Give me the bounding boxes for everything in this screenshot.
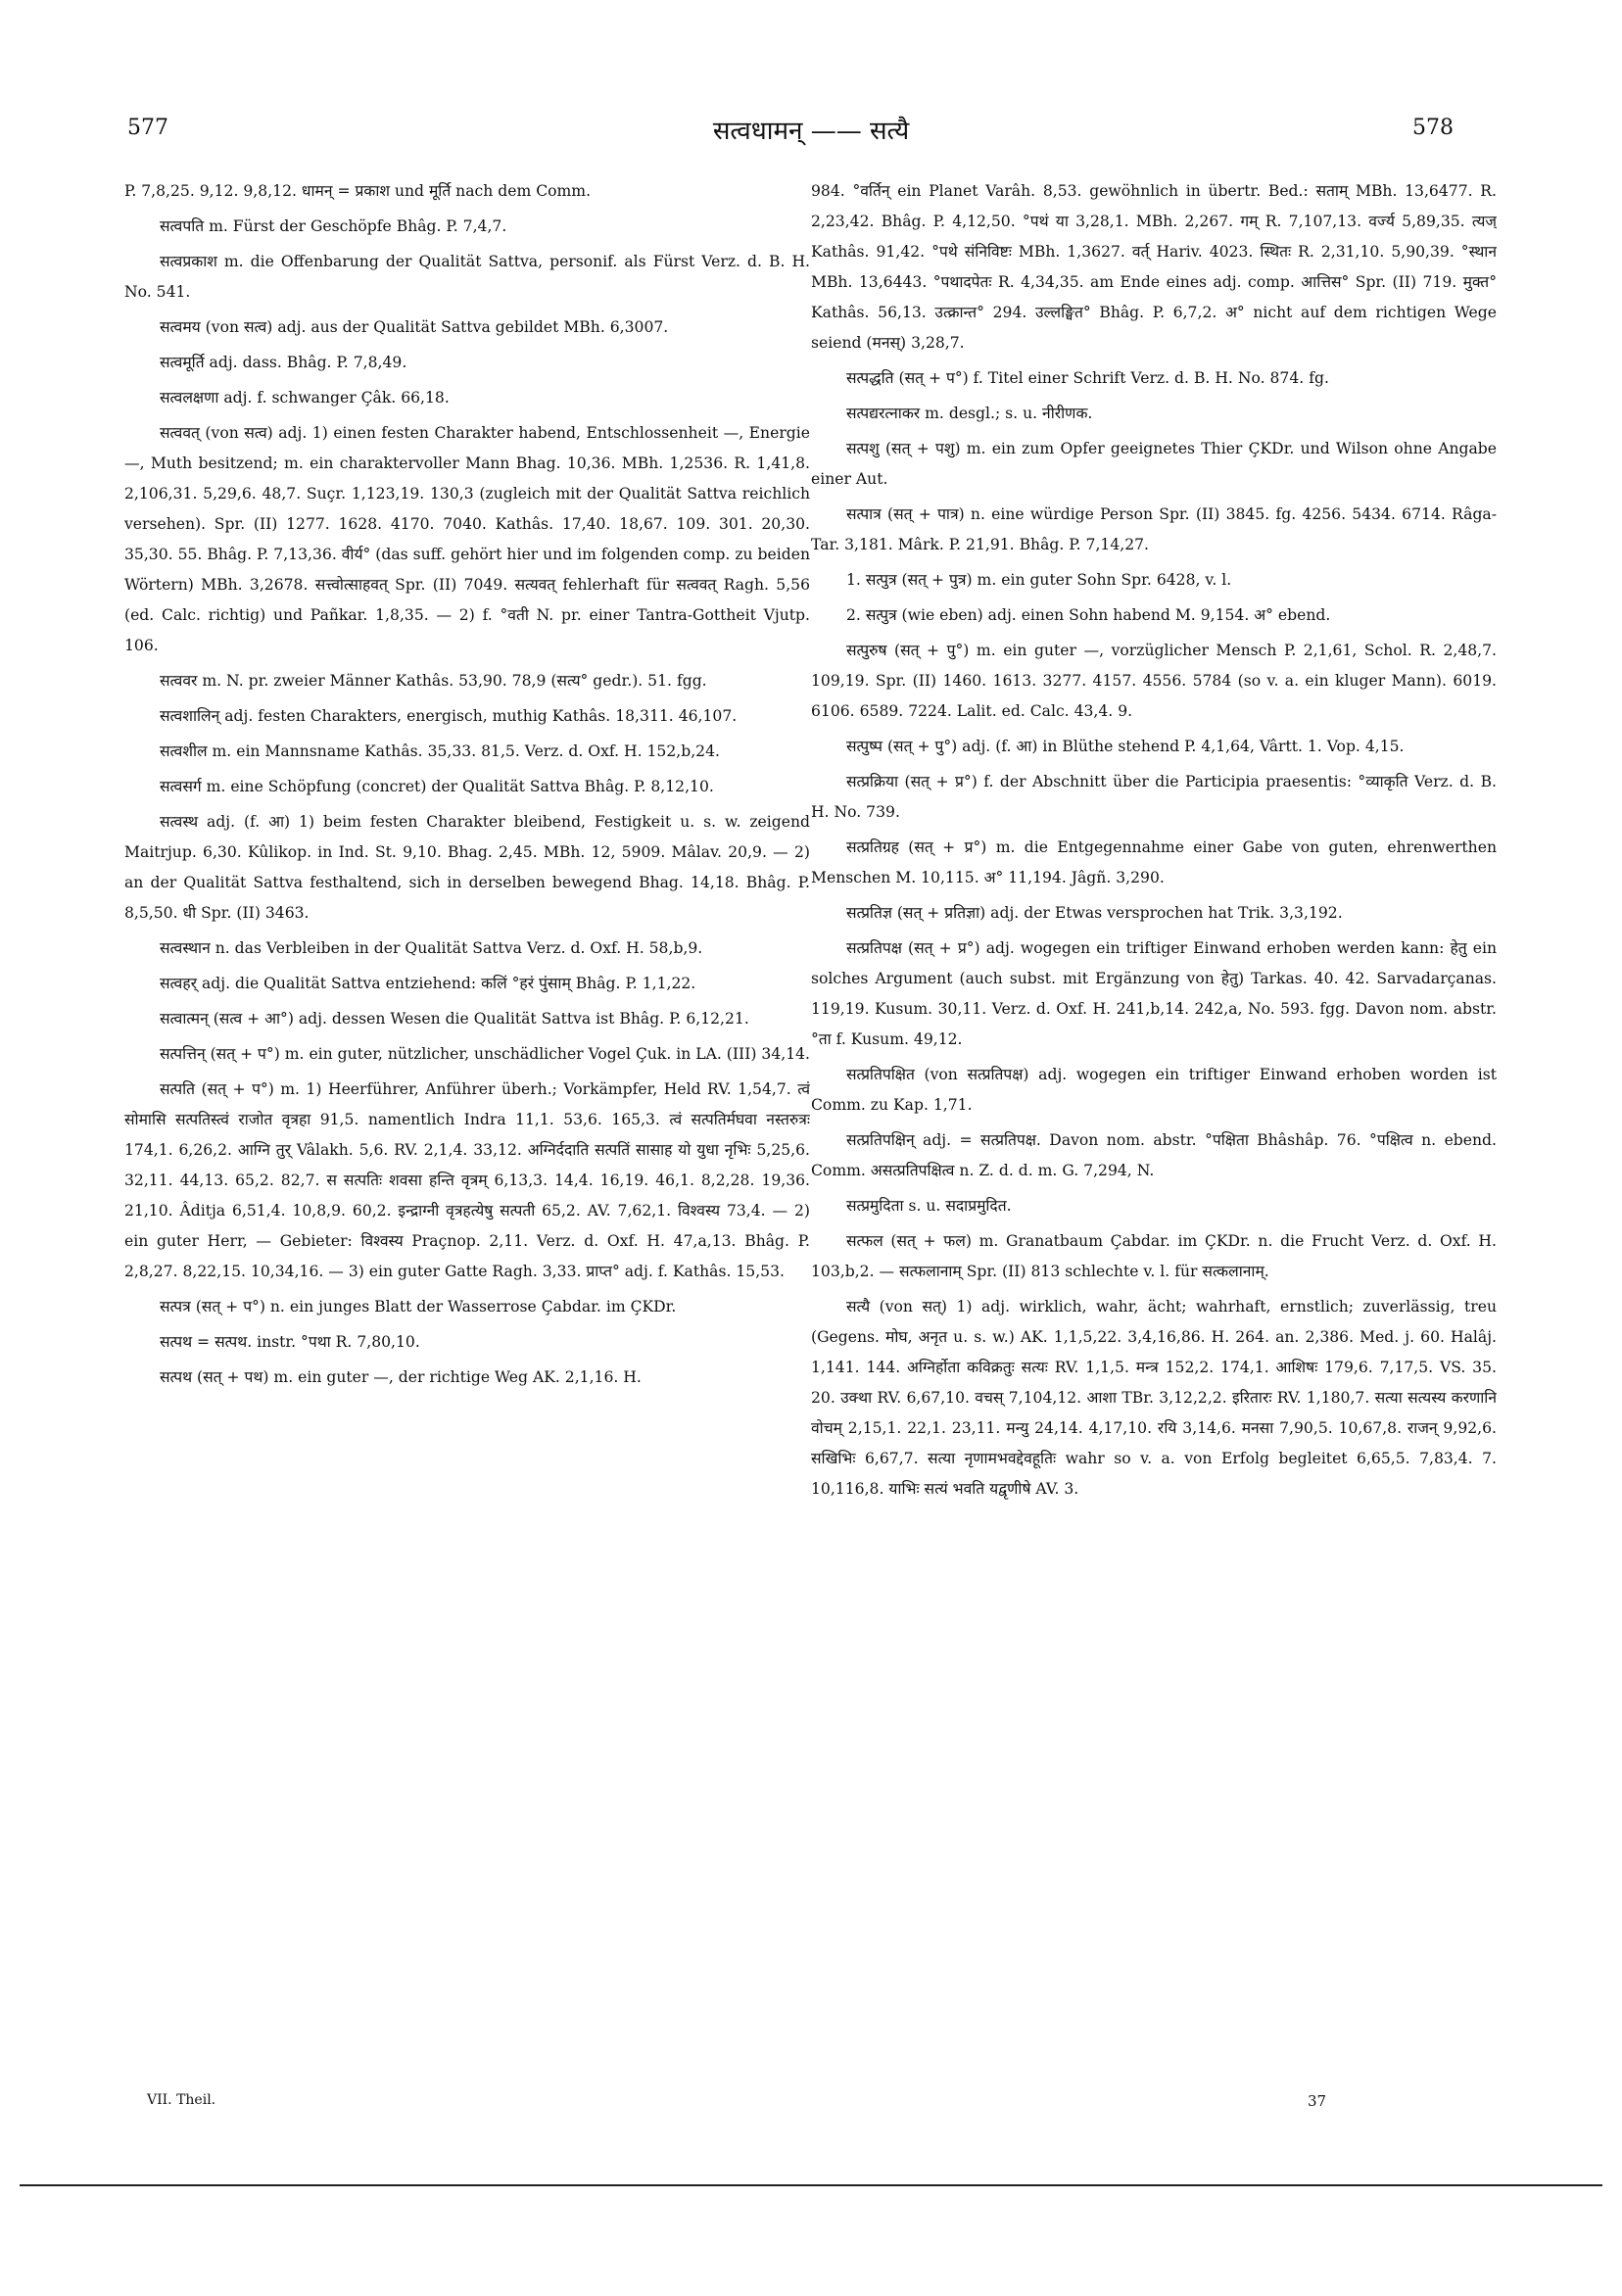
right-column <box>811 176 1497 2135</box>
dictionary-entry: सत्प्रतिपक्ष (सत् + प्र°) adj. wogegen ein triftiger Einwand erhoben werden kann: हेतु ein solches Argument (auch subst. mit Ergänzung von हेतु) Tarkas. 40. 42. Sarvadarçanas. 119,19. Kusum. 30,11. Verz. d. Oxf. H. 241,b,14. 242,a, No. 593. fgg. Davon nom. abstr. °ता f. Kusum. 49,12. <box>811 939 1497 1048</box>
dictionary-entry: सत्पत्र (सत् + प°) n. ein junges Blatt der Wasserrose Çabdar. im ÇKDr. <box>160 1298 677 1315</box>
dictionary-entry: सत्पुरुष (सत् + पु°) m. ein guter —, vorzüglicher Mensch P. 2,1,61, Schol. R. 2,48,7. 109,19. Spr. (II) 1460. 1613. 3277. 4157. 4556. 5784 (so v. a. ein kluger Mann). 6019. 6106. 6589. 7224. Lalit. ed. Calc. 43,4. 9. <box>811 642 1497 720</box>
dictionary-entry: सत्वलक्षणा adj. f. schwanger Çâk. 66,18. <box>160 389 450 407</box>
dictionary-entry: सत्वस्थ adj. (f. आ) 1) beim festen Charakter bleibend, Festigkeit u. s. w. zeigend Maitrjup. 6,30. Kûlikop. in Ind. St. 9,10. Bhag. 2,45. MBh. 12, 5909. Mâlav. 20,9. — 2) an der Qualität Sattva festhaltend, sich in derselben bewegend Bhag. 14,18. Bhâg. P. 8,5,50. धी Spr. (II) 3463. <box>124 813 810 922</box>
dictionary-entry: सत्वसर्ग m. eine Schöpfung (concret) der Qualität Sattva Bhâg. P. 8,12,10. <box>160 778 714 795</box>
page-header <box>0 116 1622 155</box>
dictionary-entry: सत्ववत् (von सत्व) adj. 1) einen festen Charakter habend, Entschlossenheit —, Energie —, Muth besitzend; m. ein charaktervoller Mann Bhag. 10,36. MBh. 1,2536. R. 1,41,8. 2,106,31. 5,29,6. 48,7. Suçr. 1,123,19. 130,3 (zugleich mit der Qualität Sattva reichlich versehen). Spr. (II) 1277. 1628. 4170. 7040. Kathâs. 17,40. 18,67. 109. 301. 20,30. 35,30. 55. Bhâg. P. 7,13,36. वीर्य° (das suff. gehört hier und im folgenden comp. zu beiden Wörtern) MBh. 3,2678. सत्त्वोत्साहवत् Spr. (II) 7049. सत्यवत् fehlerhaft für सत्ववत् Ragh. 5,56 (ed. Calc. richtig) und Pañkar. 1,8,35. — 2) f. °वती N. pr. einer Tantra-Gottheit Vjutp. 106. <box>124 424 810 654</box>
dictionary-entry: सत्पुष्प (सत् + पु°) adj. (f. आ) in Blüthe stehend P. 4,1,64, Vârtt. 1. Vop. 4,15. <box>846 738 1405 755</box>
dictionary-entry: सत्वमय (von सत्व) adj. aus der Qualität Sattva gebildet MBh. 6,3007. <box>160 318 669 336</box>
dictionary-entry: सत्पति (सत् + प°) m. 1) Heerführer, Anführer überh.; Vorkämpfer, Held RV. 1,54,7. त्वं सोमासि सत्पतिस्त्वं राजोत वृत्रहा 91,5. namentlich Indra 11,1. 53,6. 165,3. त्वं सत्पतिर्मघवा नस्तरुत्रः 174,1. 6,26,2. आग्नि तुर् Vâlakh. 5,6. RV. 2,1,4. 33,12. अग्निर्ददाति सत्पतिं सासाह यो युधा नृभिः 5,25,6. 32,11. 44,13. 65,2. 82,7. स सत्पतिः शवसा हन्ति वृत्रम् 6,13,3. 14,4. 16,19. 46,1. 8,2,28. 19,36. 21,10. Âditja 6,51,4. 10,8,9. 60,2. इन्द्राग्नी वृत्रहत्येषु सत्पती 65,2. AV. 7,62,1. विश्वस्य 73,4. — 2) ein guter Herr, — Gebieter: विश्वस्य Praçnop. 2,11. Verz. d. Oxf. H. 47,a,13. Bhâg. P. 2,8,27. 8,22,15. 10,34,16. — 3) ein guter Gatte Ragh. 3,33. प्राप्त° adj. f. Kathâs. 15,53. <box>124 1080 810 1280</box>
dictionary-entry: 1. सत्पुत्र (सत् + पुत्र) m. ein guter Sohn Spr. 6428, v. l. <box>846 571 1232 589</box>
dictionary-entry: सत्प्रक्रिया (सत् + प्र°) f. der Abschnitt über die Participia praesentis: °व्याकृति Verz. d. B. H. No. 739. <box>811 773 1497 821</box>
dictionary-entry: सत्प्रतिपक्षित (von सत्प्रतिपक्ष) adj. wogegen ein triftiger Einwand erhoben worden ist Comm. zu Kap. 1,71. <box>811 1066 1497 1114</box>
dictionary-entry: सत्पथ = सत्पथ. instr. °पथा R. 7,80,10. <box>160 1333 420 1351</box>
dictionary-entry: सत्वात्मन् (सत्व + आ°) adj. dessen Wesen die Qualität Sattva ist Bhâg. P. 6,12,21. <box>160 1010 749 1028</box>
signature-mark: 37 <box>1308 2092 1327 2110</box>
dictionary-entry: सत्पद्यरत्नाकर m. desgl.; s. u. नीरीणक. <box>846 405 1093 422</box>
dictionary-entry: सत्प्रमुदिता s. u. सदाप्रमुदित. <box>846 1197 1012 1215</box>
dictionary-entry: 2. सत्पुत्र (wie eben) adj. einen Sohn habend M. 9,154. अ° ebend. <box>846 606 1331 624</box>
dictionary-entry: सत्प्रतिज्ञ (सत् + प्रतिज्ञा) adj. der Etwas versprochen hat Trik. 3,3,192. <box>846 904 1343 922</box>
running-headword: सत्वधामन् —— सत्यै <box>712 117 910 146</box>
dictionary-entry: सत्पथ (सत् + पथ) m. ein guter —, der richtige Weg AK. 2,1,16. H. <box>160 1368 642 1386</box>
dictionary-entry: सत्पद्धति (सत् + प°) f. Titel einer Schrift Verz. d. B. H. No. 874. fg. <box>846 369 1329 387</box>
dictionary-entry: सत्वमूर्ति adj. dass. Bhâg. P. 7,8,49. <box>160 354 407 371</box>
dictionary-entry: सत्प्रतिग्रह (सत् + प्र°) m. die Entgegennahme einer Gabe von guten, ehrenwerthen Menschen M. 10,115. अ° 11,194. Jâgñ. 3,290. <box>811 838 1497 886</box>
dictionary-entry: P. 7,8,25. 9,12. 9,8,12. धामन् = प्रकाश und मूर्ति nach dem Comm. <box>124 182 592 200</box>
dictionary-entry: सत्वशालिन् adj. festen Charakters, energisch, muthig Kathâs. 18,311. 46,107. <box>160 707 738 725</box>
dictionary-entry: सत्पत्तिन् (सत् + प°) m. ein guter, nützlicher, unschädlicher Vogel Çuk. in LA. (III) 34,14. <box>160 1045 810 1063</box>
bottom-rule <box>20 2184 1602 2186</box>
dictionary-entry: सत्प्रतिपक्षिन् adj. = सत्प्रतिपक्ष. Davon nom. abstr. °पक्षिता Bhâshâp. 76. °पक्षित्व n. ebend. Comm. असत्प्रतिपक्षित्व n. Z. d. d. m. G. 7,294, N. <box>811 1131 1497 1179</box>
dictionary-entry: सत्वस्थान n. das Verbleiben in der Qualität Sattva Verz. d. Oxf. H. 58,b,9. <box>160 939 703 957</box>
left-column <box>124 176 810 2135</box>
dictionary-entry: सत्वप्रकाश m. die Offenbarung der Qualität Sattva, personif. als Fürst Verz. d. B. H. No. 541. <box>124 253 810 301</box>
dictionary-entry: सत्यै (von सत्) 1) adj. wirklich, wahr, ächt; wahrhaft, ernstlich; zuverlässig, treu (Gegens. मोघ, अनृत u. s. w.) AK. 1,1,5,22. 3,4,16,86. H. 264. an. 2,386. Med. j. 60. Halâj. 1,141. 144. अग्निर्होता कविक्रतुः सत्यः RV. 1,1,5. मन्त्र 152,2. 174,1. आशिषः 179,6. 7,17,5. VS. 35. 20. उक्था RV. 6,67,10. वचस् 7,104,12. आशा TBr. 3,12,2,2. इरितारः RV. 1,180,7. सत्या सत्यस्य करणानि वोचम् 2,15,1. 22,1. 23,11. मन्यु 24,14. 4,17,10. रयि 3,14,6. मनसा 7,90,5. 10,67,8. राजन् 9,92,6. सखिभिः 6,67,7. सत्या नृणामभवद्देवहूतिः wahr so v. a. von Erfolg begleitet 6,65,5. 7,83,4. 7. 10,116,8. याभिः सत्यं भवति यद्वृणीषे AV. 3. <box>811 1298 1497 1498</box>
page-number-left: 577 <box>127 116 168 140</box>
dictionary-entry: सत्वहर् adj. die Qualität Sattva entziehend: कलिं °हरं पुंसाम् Bhâg. P. 1,1,22. <box>160 975 696 992</box>
dictionary-entry: सत्पात्र (सत् + पात्र) n. eine würdige Person Spr. (II) 3845. fg. 4256. 5434. 6714. Râga-Tar. 3,181. Mârk. P. 21,91. Bhâg. P. 7,14,27. <box>811 505 1497 553</box>
dictionary-entry: 984. °वर्तिन् ein Planet Varâh. 8,53. gewöhnlich in übertr. Bed.: सताम् MBh. 13,6477. R. 2,23,42. Bhâg. P. 4,12,50. °पथं या 3,28,1. MBh. 2,267. गम् R. 7,107,13. वर्ज्य 5,89,35. त्यज् Kathâs. 91,42. °पथे संनिविष्टः MBh. 1,3627. वर्त् Hariv. 4023. स्थितः R. 2,31,10. 5,90,39. °स्थान MBh. 13,6443. °पथादपेतः R. 4,34,35. am Ende eines adj. comp. आत्तिस° Spr. (II) 719. मुक्त° Kathâs. 56,13. उत्क्रान्त° 294. उल्लङ्घित° Bhâg. P. 6,7,2. अ° nicht auf dem richtigen Wege seiend (मनस्) 3,28,7. <box>811 182 1497 352</box>
dictionary-entry: सत्वशील m. ein Mannsname Kathâs. 35,33. 81,5. Verz. d. Oxf. H. 152,b,24. <box>160 742 720 760</box>
dictionary-entry: सत्ववर m. N. pr. zweier Männer Kathâs. 53,90. 78,9 (सत्य° gedr.). 51. fgg. <box>160 672 707 690</box>
dictionary-entry: सत्वपति m. Fürst der Geschöpfe Bhâg. P. 7,4,7. <box>160 217 507 235</box>
page-number-right: 578 <box>1412 116 1454 140</box>
dictionary-entry: सत्फल (सत् + फल) m. Granatbaum Çabdar. im ÇKDr. n. die Frucht Verz. d. Oxf. H. 103,b,2. — सत्फलानाम् Spr. (II) 813 schlechte v. l. für सत्कलानाम्. <box>811 1232 1497 1280</box>
dictionary-entry: सत्पशु (सत् + पशु) m. ein zum Opfer geeignetes Thier ÇKDr. und Wilson ohne Angabe einer Aut. <box>811 440 1497 488</box>
volume-label: VII. Theil. <box>147 2092 216 2108</box>
